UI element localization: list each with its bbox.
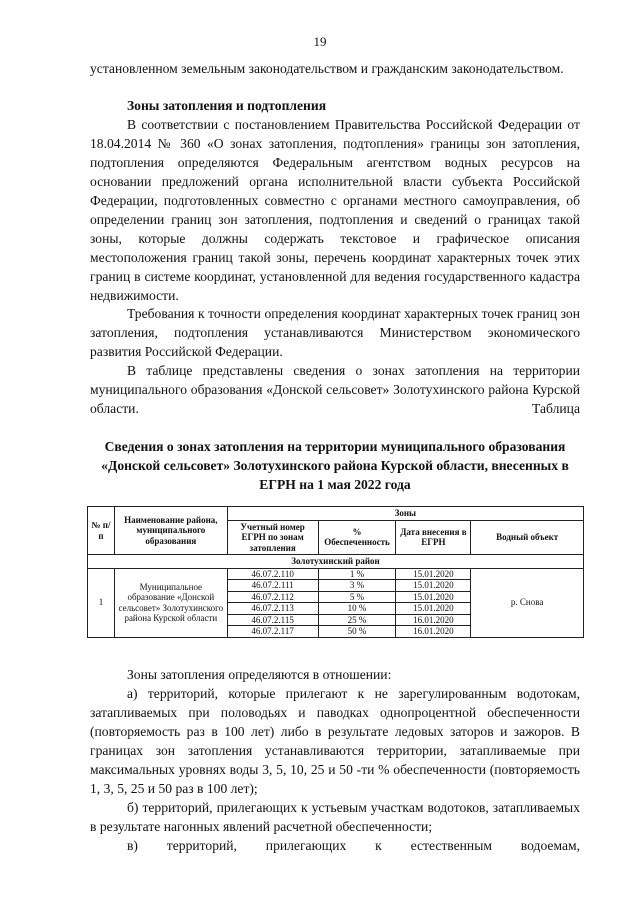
date-value: 16.01.2020 [396, 626, 471, 638]
percent-value: 25 % [318, 614, 396, 626]
header-zones: Зоны [227, 507, 583, 521]
header-date: Дата внесения в ЕГРН [396, 520, 471, 555]
percent-value: 3 % [318, 580, 396, 592]
paragraph-legal-basis: В соответствии с постановлением Правительства Российской Федерации от 18.04.2014 № 360 «О зонах затопления, подтопления» границы зон затопления, подтопления определяются Федеральным агентством водных ресурсов на основании предложений органа исполнительной власти субъекта Российской Федерации, подготовленных совместно с органами местного самоуправления, об определении границ зон затопления, подтопления и сведений о границах такой зоны, которые должны содержать текстовое и графическое описания местоположения границ такой зоны, перечень координат характерных точек этих границ в системе координат, установленной для ведения государственного кадастра недвижимости. [90, 117, 580, 303]
egrn-number: 46.07.2.110 [227, 568, 318, 580]
header-num: № п/п [88, 507, 115, 555]
header-name: Наименование района, муниципального образования [114, 507, 227, 555]
egrn-number: 46.07.2.113 [227, 603, 318, 615]
date-value: 15.01.2020 [396, 568, 471, 580]
paragraph-item-v: в) территорий, прилегающих к естественным водоемам, [127, 838, 580, 853]
egrn-number: 46.07.2.112 [227, 591, 318, 603]
header-percent: % Обеспеченность [318, 520, 396, 555]
table-row [88, 568, 584, 580]
intro-paragraph: установленном земельным законодательством и гражданским законодательством. [90, 61, 564, 76]
date-value: 15.01.2020 [396, 580, 471, 592]
paragraph-zones-defined: Зоны затопления определяются в отношении: [127, 667, 392, 682]
paragraph-table-intro: В таблице представлены сведения о зонах затопления на территории муниципального образования «Донской сельсовет» Золотухинского района Курской области. [90, 363, 580, 416]
percent-value: 1 % [318, 568, 396, 580]
paragraph-item-a: а) территорий, которые прилегают к не зарегулированным водотокам, затапливаемых при половодьях и паводках однопроцентной обеспеченности (повторяемость раз в 100 лет) либо в результате ледовых заторов и зажоров. В границах зон затопления устанавливаются территории, затапливаемые при максимальных уровнях воды 3, 5, 10, 25 и 50 -ти % обеспеченности (повторяемость 1, 3, 5, 25 и 50 раз в 100 лет); [90, 686, 580, 796]
paragraph-accuracy: Требования к точности определения координат характерных точек границ зон затопления, подтопления устанавливаются Министерством экономического развития Российской Федерации. [90, 306, 580, 359]
date-value: 16.01.2020 [396, 614, 471, 626]
date-value: 15.01.2020 [396, 591, 471, 603]
region-row: Золотухинский район [88, 555, 584, 569]
egrn-number: 46.07.2.115 [227, 614, 318, 626]
paragraph-item-b: б) территорий, прилегающих к устьевым участкам водотоков, затапливаемых в результате нагонных явлений расчетной обеспеченности; [90, 800, 580, 834]
header-egrn: Учетный номер ЕГРН по зонам затопления [227, 520, 318, 555]
header-water: Водный объект [471, 520, 584, 555]
percent-value: 10 % [318, 603, 396, 615]
date-value: 15.01.2020 [396, 603, 471, 615]
zones-table [87, 506, 584, 638]
table-title: Сведения о зонах затопления на территории муниципального образования «Донской сельсовет» Золотухинского района Курской области, внесенных в ЕГРН на 1 мая 2022 года [101, 439, 569, 492]
section-heading: Зоны затопления и подтопления [127, 98, 327, 113]
percent-value: 50 % [318, 626, 396, 638]
percent-value: 5 % [318, 591, 396, 603]
water-object: р. Снова [471, 568, 584, 637]
egrn-number: 46.07.2.111 [227, 580, 318, 592]
egrn-number: 46.07.2.117 [227, 626, 318, 638]
table-label: Таблица [532, 401, 580, 416]
municipality-name: Муниципальное образование «Донской сельсовет» Золотухинского района Курской области [114, 568, 227, 637]
page-number: 19 [313, 34, 327, 49]
row-number: 1 [88, 568, 115, 637]
